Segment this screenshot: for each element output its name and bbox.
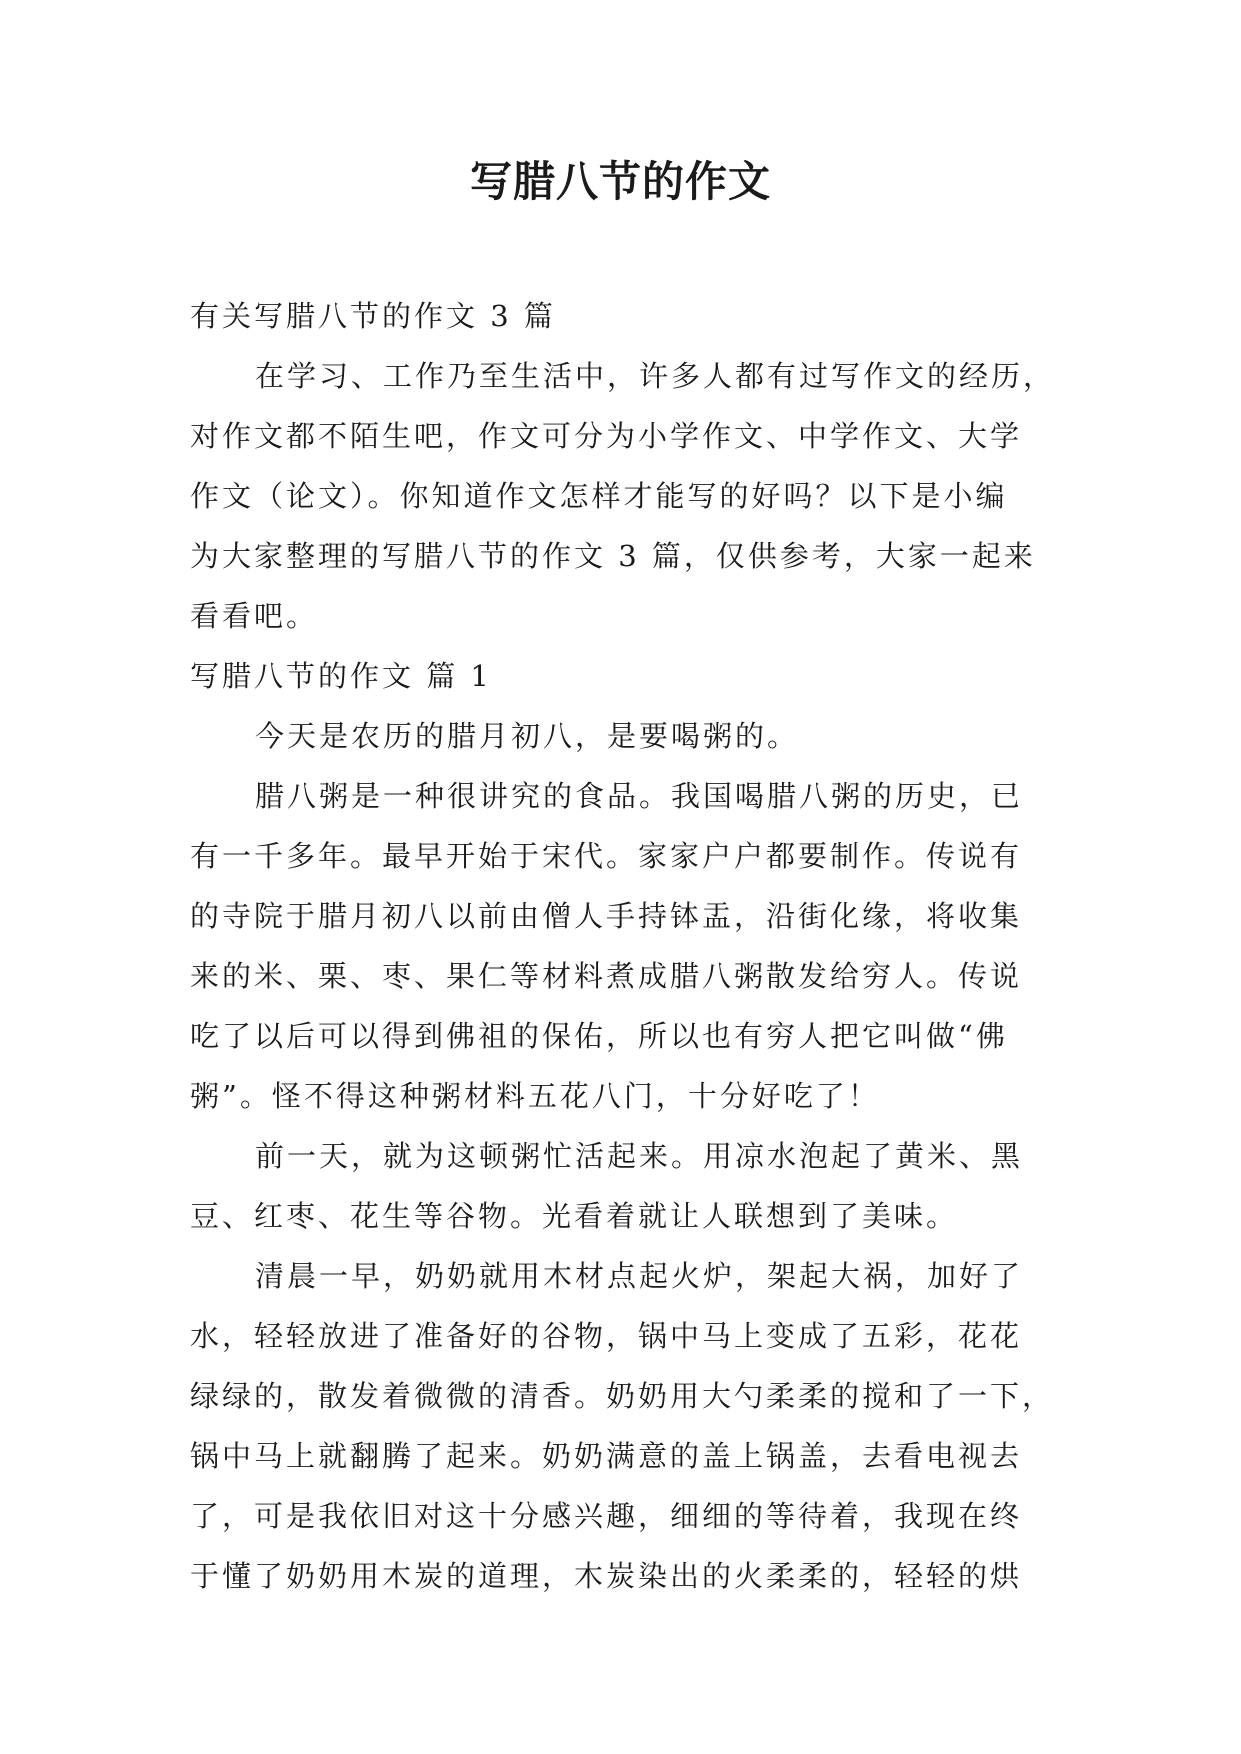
document-title: 写腊八节的作文 <box>469 157 771 206</box>
text-line: 有一千多年。最早开始于宋代。家家户户都要制作。传说有 <box>190 839 1023 873</box>
section-heading: 写腊八节的作文 篇 1 <box>190 659 492 693</box>
text-line: 在学习、工作乃至生活中，许多人都有过写作文的经历， <box>255 359 1055 393</box>
text-line: 前一天，就为这顿粥忙活起来。用凉水泡起了黄米、黑 <box>255 1139 1024 1173</box>
text-line: 看看吧。 <box>190 599 319 633</box>
text-line: 作文（论文）。你知道作文怎样才能写的好吗？以下是小编 <box>190 479 1008 513</box>
text-line: 今天是农历的腊月初八，是要喝粥的。 <box>255 719 800 753</box>
text-line: 粥”。怪不得这种粥材料五花八门，十分好吃了！ <box>190 1079 880 1113</box>
document-body <box>190 286 1055 1606</box>
text-line: 了，可是我依旧对这十分感兴趣，细细的等待着，我现在终 <box>190 1499 1023 1533</box>
text-line: 水，轻轻放进了准备好的谷物，锅中马上变成了五彩，花花 <box>190 1319 1023 1353</box>
text-line: 锅中马上就翻腾了起来。奶奶满意的盖上锅盖，去看电视去 <box>190 1439 1023 1473</box>
text-line: 来的米、栗、枣、果仁等材料煮成腊八粥散发给穷人。传说 <box>190 959 1023 993</box>
text-line: 腊八粥是一种很讲究的食品。我国喝腊八粥的历史，已 <box>255 779 1024 813</box>
text-line: 对作文都不陌生吧，作文可分为小学作文、中学作文、大学 <box>190 419 1023 453</box>
text-line: 豆、红枣、花生等谷物。光看着就让人联想到了美味。 <box>190 1199 959 1233</box>
text-line: 于懂了奶奶用木炭的道理，木炭染出的火柔柔的，轻轻的烘 <box>190 1559 1023 1593</box>
text-line: 吃了以后可以得到佛祖的保佑，所以也有穷人把它叫做“佛 <box>190 1019 1008 1053</box>
text-line: 为大家整理的写腊八节的作文 3 篇，仅供参考，大家一起来 <box>190 539 1036 573</box>
text-line: 的寺院于腊月初八以前由僧人手持钵盂，沿街化缘，将收集 <box>190 899 1023 933</box>
text-line: 有关写腊八节的作文 3 篇 <box>190 299 556 333</box>
text-line: 清晨一早，奶奶就用木材点起火炉，架起大祸，加好了 <box>255 1259 1024 1293</box>
text-line: 绿绿的，散发着微微的清香。奶奶用大勺柔柔的搅和了一下， <box>190 1379 1055 1413</box>
